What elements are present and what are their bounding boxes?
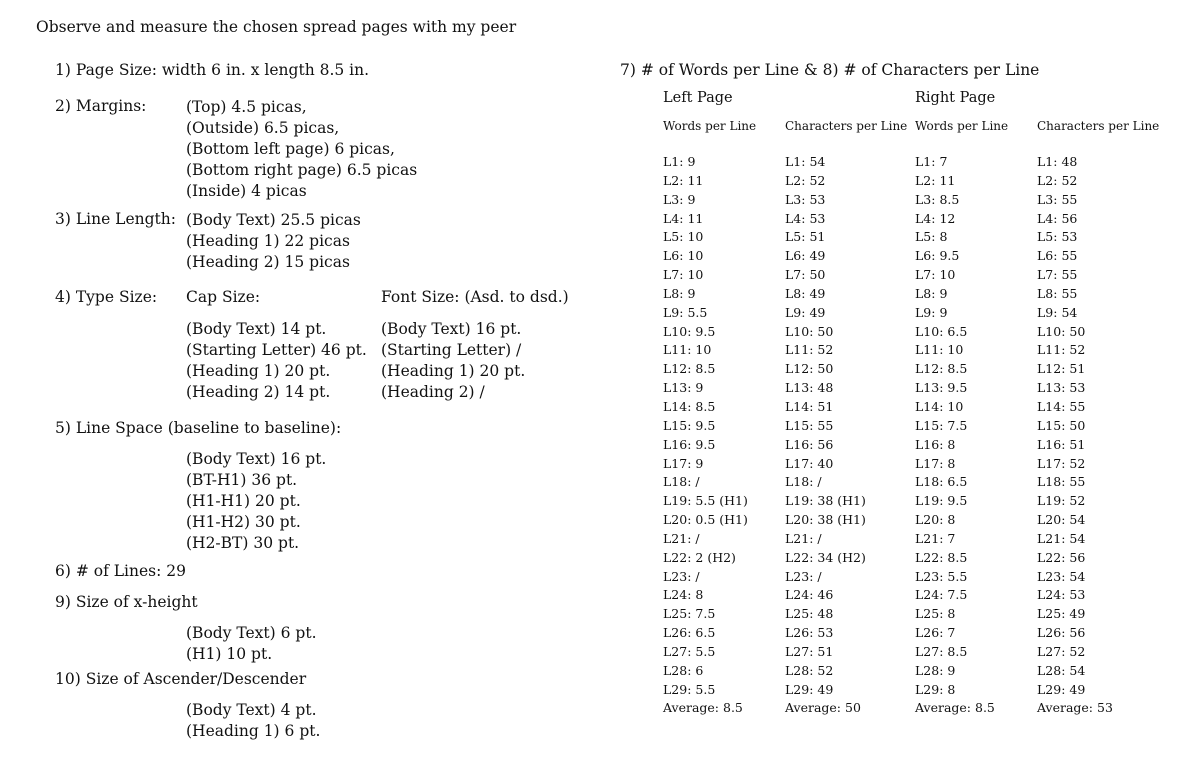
page-size: 1) Page Size: width 6 in. x length 8.5 in. bbox=[55, 61, 370, 79]
line-value: L7: 55 bbox=[1037, 267, 1078, 283]
line-value: L26: 56 bbox=[1037, 625, 1086, 641]
line-value: L18: / bbox=[785, 474, 822, 490]
x-height-label: 9) Size of x-height bbox=[55, 593, 198, 611]
line-value: L5: 53 bbox=[1037, 229, 1078, 245]
font-size-header: Font Size: (Asd. to dsd.) bbox=[381, 288, 569, 306]
average-value: Average: 8.5 bbox=[663, 700, 743, 716]
line-value: L9: 5.5 bbox=[663, 304, 708, 320]
line-value: L24: 46 bbox=[785, 587, 834, 603]
line-length-label: 3) Line Length: bbox=[55, 210, 176, 228]
average-value: Average: 8.5 bbox=[915, 700, 995, 716]
line-value: L17: 40 bbox=[785, 455, 834, 471]
line-length-list bbox=[186, 210, 361, 273]
line-value: L21: / bbox=[785, 530, 822, 546]
line-value: L20: 0.5 (H1) bbox=[663, 512, 748, 528]
left-page-heading: Left Page bbox=[663, 90, 733, 106]
line-value: L16: 51 bbox=[1037, 436, 1086, 452]
line-value: L15: 7.5 bbox=[915, 417, 968, 433]
line-value: L13: 48 bbox=[785, 380, 834, 396]
line-value: L27: 52 bbox=[1037, 643, 1086, 659]
font-size-body: (Body Text) 16 pt. bbox=[381, 320, 522, 338]
line-value: L5: 8 bbox=[915, 229, 948, 245]
line-value: L22: 8.5 bbox=[915, 549, 968, 565]
type-size-label: 4) Type Size: bbox=[55, 288, 158, 306]
line-value: L6: 55 bbox=[1037, 248, 1078, 264]
line-value: L16: 56 bbox=[785, 436, 834, 452]
line-value: L20: 38 (H1) bbox=[785, 512, 866, 528]
page-title: Observe and measure the chosen spread pages with my peer bbox=[36, 18, 517, 36]
line-value: L12: 51 bbox=[1037, 361, 1086, 377]
cap-size-h2: (Heading 2) 14 pt. bbox=[186, 383, 331, 401]
x-height-body: (Body Text) 6 pt. bbox=[186, 624, 317, 642]
line-length-h1: (Heading 1) 22 picas bbox=[186, 232, 350, 250]
line-value: L29: 49 bbox=[1037, 681, 1086, 697]
line-value: L29: 5.5 bbox=[663, 681, 716, 697]
ascender-h1: (Heading 1) 6 pt. bbox=[186, 722, 321, 740]
line-value: L25: 49 bbox=[1037, 606, 1086, 622]
line-value: L2: 52 bbox=[785, 172, 826, 188]
line-value: L8: 9 bbox=[915, 285, 948, 301]
line-space-h2-bt: (H2-BT) 30 pt. bbox=[186, 534, 300, 552]
line-value: L26: 6.5 bbox=[663, 625, 716, 641]
line-value: L8: 55 bbox=[1037, 285, 1078, 301]
margin-bottom-right: (Bottom right page) 6.5 picas bbox=[186, 161, 418, 179]
line-value: L19: 52 bbox=[1037, 493, 1086, 509]
line-value: L18: / bbox=[663, 474, 700, 490]
line-space-h1-h1: (H1-H1) 20 pt. bbox=[186, 492, 301, 510]
font-size-h1: (Heading 1) 20 pt. bbox=[381, 362, 526, 380]
line-value: L27: 8.5 bbox=[915, 643, 968, 659]
line-value: L23: 54 bbox=[1037, 568, 1086, 584]
line-value: L14: 55 bbox=[1037, 398, 1086, 414]
line-value: L17: 8 bbox=[915, 455, 956, 471]
line-value: L17: 52 bbox=[1037, 455, 1086, 471]
cap-size-h1: (Heading 1) 20 pt. bbox=[186, 362, 331, 380]
cap-size-body: (Body Text) 14 pt. bbox=[186, 320, 327, 338]
margin-top: (Top) 4.5 picas, bbox=[186, 98, 307, 116]
right-words-column bbox=[915, 153, 995, 718]
line-value: L23: / bbox=[663, 568, 700, 584]
line-value: L25: 7.5 bbox=[663, 606, 716, 622]
line-value: L22: 56 bbox=[1037, 549, 1086, 565]
line-value: L15: 9.5 bbox=[663, 417, 716, 433]
line-value: L19: 5.5 (H1) bbox=[663, 493, 748, 509]
line-value: L27: 5.5 bbox=[663, 643, 716, 659]
right-chars-column bbox=[1037, 153, 1113, 718]
line-value: L12: 8.5 bbox=[915, 361, 968, 377]
line-value: L10: 6.5 bbox=[915, 323, 968, 339]
line-value: L11: 10 bbox=[663, 342, 712, 358]
line-value: L16: 8 bbox=[915, 436, 956, 452]
right-words-header: Words per Line bbox=[915, 119, 1009, 133]
cap-size-starting: (Starting Letter) 46 pt. bbox=[186, 341, 367, 359]
x-height-list bbox=[186, 623, 317, 665]
margin-inside: (Inside) 4 picas bbox=[186, 182, 307, 200]
line-value: L12: 8.5 bbox=[663, 361, 716, 377]
line-value: L25: 8 bbox=[915, 606, 956, 622]
cap-size-header: Cap Size: bbox=[186, 288, 261, 306]
line-value: L23: / bbox=[785, 568, 822, 584]
line-value: L26: 53 bbox=[785, 625, 834, 641]
line-value: L4: 12 bbox=[915, 210, 956, 226]
line-value: L11: 10 bbox=[915, 342, 964, 358]
line-value: L2: 11 bbox=[663, 172, 704, 188]
line-value: L10: 50 bbox=[785, 323, 834, 339]
line-value: L11: 52 bbox=[785, 342, 834, 358]
font-size-list bbox=[381, 319, 525, 403]
line-value: L13: 53 bbox=[1037, 380, 1086, 396]
line-value: L5: 10 bbox=[663, 229, 704, 245]
ascender-body: (Body Text) 4 pt. bbox=[186, 701, 317, 719]
line-value: L20: 8 bbox=[915, 512, 956, 528]
line-value: L7: 10 bbox=[663, 267, 704, 283]
line-value: L18: 55 bbox=[1037, 474, 1086, 490]
line-value: L19: 9.5 bbox=[915, 493, 968, 509]
line-value: L24: 7.5 bbox=[915, 587, 968, 603]
line-value: L22: 34 (H2) bbox=[785, 549, 866, 565]
line-value: L6: 49 bbox=[785, 248, 826, 264]
line-value: L1: 7 bbox=[915, 154, 948, 169]
line-value: L29: 49 bbox=[785, 681, 834, 697]
font-size-h2: (Heading 2) / bbox=[381, 383, 485, 401]
line-value: L21: / bbox=[663, 530, 700, 546]
line-value: L9: 54 bbox=[1037, 304, 1078, 320]
average-value: Average: 50 bbox=[785, 700, 861, 716]
left-words-column bbox=[663, 153, 748, 718]
line-value: L15: 55 bbox=[785, 417, 834, 433]
line-length-h2: (Heading 2) 15 picas bbox=[186, 253, 350, 271]
line-value: L23: 5.5 bbox=[915, 568, 968, 584]
margin-outside: (Outside) 6.5 picas, bbox=[186, 119, 340, 137]
x-height-h1: (H1) 10 pt. bbox=[186, 645, 273, 663]
line-value: L13: 9 bbox=[663, 380, 704, 396]
line-length-body: (Body Text) 25.5 picas bbox=[186, 211, 361, 229]
line-space-bt-h1: (BT-H1) 36 pt. bbox=[186, 471, 298, 489]
line-value: L18: 6.5 bbox=[915, 474, 968, 490]
line-value: L8: 9 bbox=[663, 285, 696, 301]
right-page-heading: Right Page bbox=[915, 90, 996, 106]
line-value: L1: 54 bbox=[785, 154, 826, 169]
num-lines: 6) # of Lines: 29 bbox=[55, 562, 186, 580]
line-value: L5: 51 bbox=[785, 229, 826, 245]
line-value: L6: 9.5 bbox=[915, 248, 960, 264]
line-value: L11: 52 bbox=[1037, 342, 1086, 358]
line-value: L21: 7 bbox=[915, 530, 956, 546]
line-value: L20: 54 bbox=[1037, 512, 1086, 528]
line-value: L25: 48 bbox=[785, 606, 834, 622]
line-value: L4: 56 bbox=[1037, 210, 1078, 226]
line-value: L28: 52 bbox=[785, 662, 834, 678]
line-value: L2: 11 bbox=[915, 172, 956, 188]
line-space-h1-h2: (H1-H2) 30 pt. bbox=[186, 513, 301, 531]
line-value: L28: 54 bbox=[1037, 662, 1086, 678]
line-space-label: 5) Line Space (baseline to baseline): bbox=[55, 419, 342, 437]
line-value: L3: 55 bbox=[1037, 191, 1078, 207]
margins-label: 2) Margins: bbox=[55, 97, 147, 115]
line-value: L29: 8 bbox=[915, 681, 956, 697]
cap-size-list bbox=[186, 319, 367, 403]
line-value: L12: 50 bbox=[785, 361, 834, 377]
line-value: L16: 9.5 bbox=[663, 436, 716, 452]
line-value: L28: 6 bbox=[663, 662, 704, 678]
words-chars-title: 7) # of Words per Line & 8) # of Characters per Line bbox=[620, 61, 1040, 79]
line-value: L17: 9 bbox=[663, 455, 704, 471]
line-space-list bbox=[186, 449, 326, 554]
line-value: L10: 9.5 bbox=[663, 323, 716, 339]
line-value: L2: 52 bbox=[1037, 172, 1078, 188]
line-value: L3: 9 bbox=[663, 191, 696, 207]
line-value: L7: 10 bbox=[915, 267, 956, 283]
line-value: L24: 8 bbox=[663, 587, 704, 603]
line-value: L27: 51 bbox=[785, 643, 834, 659]
line-value: L1: 9 bbox=[663, 154, 696, 169]
line-value: L3: 8.5 bbox=[915, 191, 960, 207]
line-value: L4: 11 bbox=[663, 210, 704, 226]
line-value: L14: 51 bbox=[785, 398, 834, 414]
font-size-starting: (Starting Letter) / bbox=[381, 341, 522, 359]
line-value: L28: 9 bbox=[915, 662, 956, 678]
average-value: Average: 53 bbox=[1037, 700, 1113, 716]
line-value: L21: 54 bbox=[1037, 530, 1086, 546]
line-value: L22: 2 (H2) bbox=[663, 549, 736, 565]
ascender-list bbox=[186, 700, 320, 742]
line-value: L14: 10 bbox=[915, 398, 964, 414]
line-value: L1: 48 bbox=[1037, 154, 1078, 169]
line-value: L10: 50 bbox=[1037, 323, 1086, 339]
margin-bottom-left: (Bottom left page) 6 picas, bbox=[186, 140, 395, 158]
ascender-label: 10) Size of Ascender/Descender bbox=[55, 670, 307, 688]
line-value: L15: 50 bbox=[1037, 417, 1086, 433]
line-value: L14: 8.5 bbox=[663, 398, 716, 414]
left-words-header: Words per Line bbox=[663, 119, 757, 133]
line-value: L13: 9.5 bbox=[915, 380, 968, 396]
right-chars-header: Characters per Line bbox=[1037, 119, 1160, 133]
line-value: L6: 10 bbox=[663, 248, 704, 264]
left-chars-column bbox=[785, 153, 866, 718]
line-value: L19: 38 (H1) bbox=[785, 493, 866, 509]
line-value: L9: 9 bbox=[915, 304, 948, 320]
line-space-body: (Body Text) 16 pt. bbox=[186, 450, 327, 468]
line-value: L7: 50 bbox=[785, 267, 826, 283]
margins-list bbox=[186, 97, 417, 202]
line-value: L24: 53 bbox=[1037, 587, 1086, 603]
left-chars-header: Characters per Line bbox=[785, 119, 908, 133]
line-value: L8: 49 bbox=[785, 285, 826, 301]
line-value: L3: 53 bbox=[785, 191, 826, 207]
line-value: L9: 49 bbox=[785, 304, 826, 320]
line-value: L26: 7 bbox=[915, 625, 956, 641]
line-value: L4: 53 bbox=[785, 210, 826, 226]
